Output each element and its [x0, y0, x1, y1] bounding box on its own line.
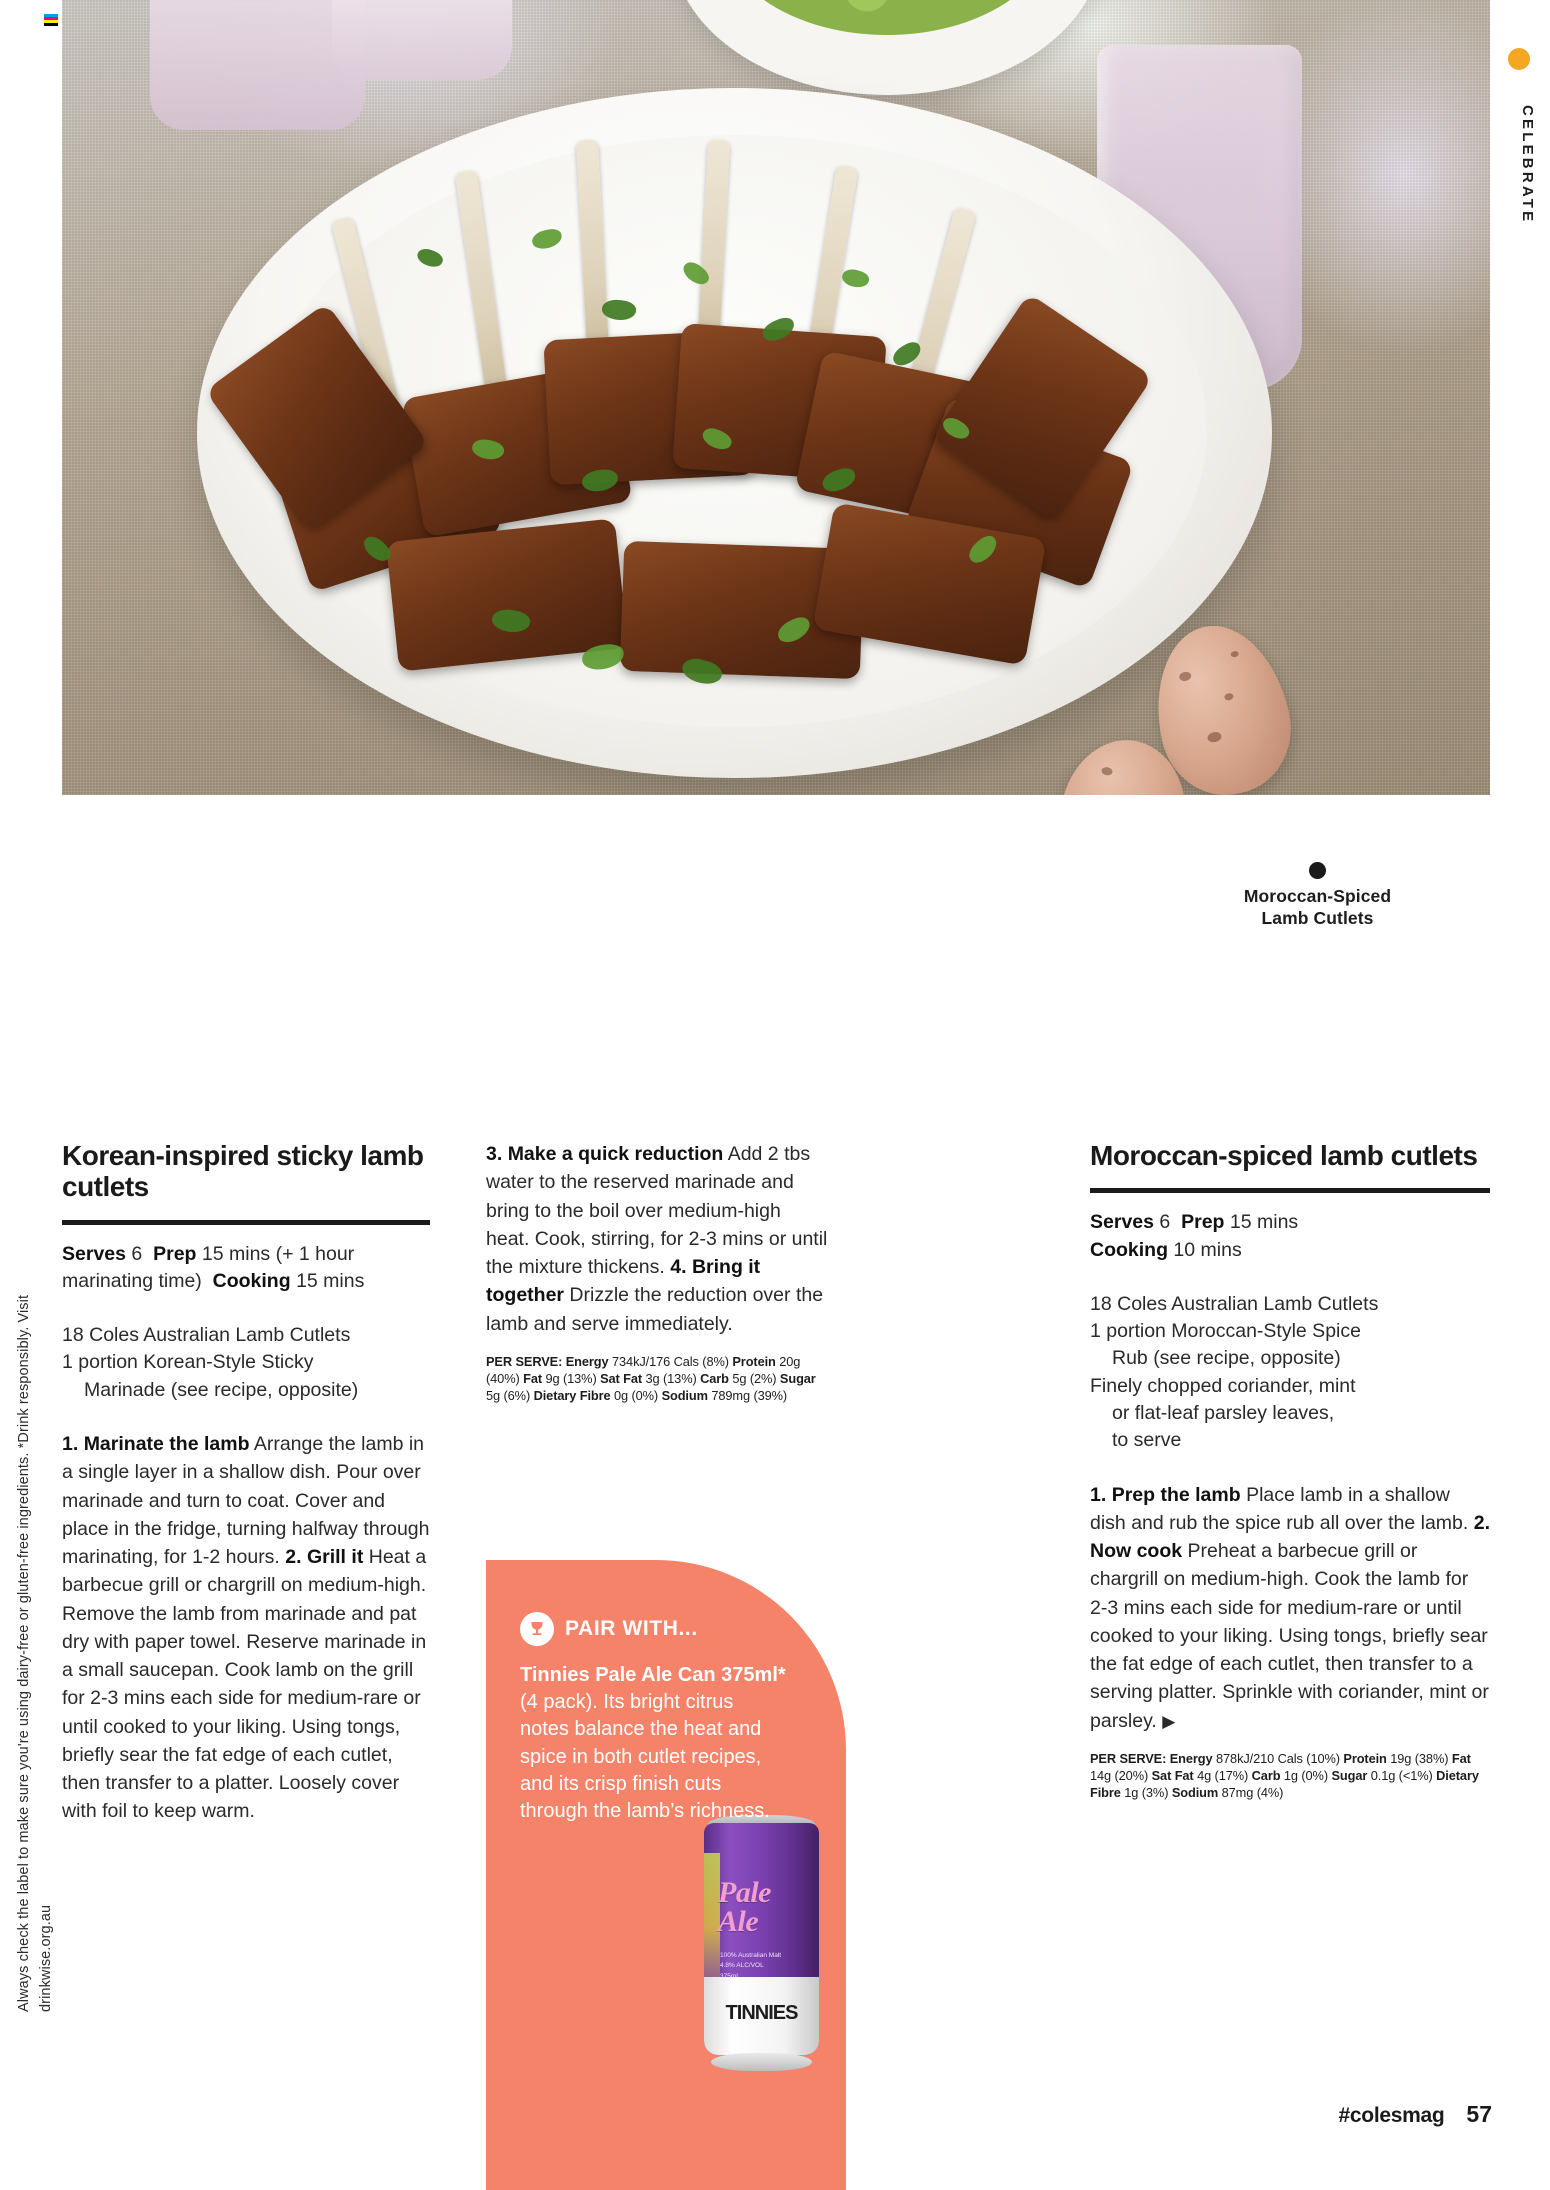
ingredient-item: Finely chopped coriander, mint [1090, 1374, 1356, 1397]
divider-rule [1090, 1188, 1490, 1193]
left-rail-note: Always check the label to make sure you're using dairy-free or gluten-free ingredients. *Drink responsibly. Visit drinkwise.org.au [16, 1294, 54, 2012]
nutrition-value: 0.1g (<1%) [1370, 1767, 1433, 1783]
pair-with-title: PAIR WITH... [565, 1617, 698, 1640]
drinking-glass [332, 0, 512, 80]
recipe-2-title: Moroccan-spiced lamb cutlets [1090, 1140, 1478, 1171]
can-fineprint-1: 100% Australian Malt [720, 1952, 782, 1959]
step-number: 2. [1473, 1511, 1490, 1534]
cooking-value: 15 mins [296, 1270, 365, 1293]
page-footer [1339, 2101, 1492, 2128]
recipe-2-ingredients [1090, 1291, 1490, 1455]
recipe-2-steps [1090, 1481, 1490, 1735]
can-fineprint-2: 4.8% ALC/VOL [720, 1962, 764, 1970]
hero-photo [62, 0, 1490, 795]
nutrition-value: 878kJ/210 Cals (10%) [1216, 1750, 1340, 1766]
column-three [1090, 1140, 1490, 1814]
nutrition-key: Sugar [779, 1370, 816, 1386]
nutrition-value: 789mg (39%) [711, 1387, 788, 1403]
column-two [486, 1140, 828, 1417]
photo-caption-line-2: Lamb Cutlets [1261, 907, 1374, 928]
serves-label: Serves [1090, 1211, 1154, 1234]
can-name-line-2: Ale [718, 1904, 759, 1938]
section-label: CELEBRATE [1519, 105, 1536, 225]
nutrition-value: 9g (13%) [545, 1370, 597, 1386]
cooking-value: 10 mins [1173, 1239, 1242, 1262]
ingredient-item: 18 Coles Australian Lamb Cutlets [62, 1324, 351, 1347]
photo-caption [1225, 862, 1410, 930]
nutrition-value: 5g (2%) [732, 1370, 777, 1386]
nutrition-key: Sodium [661, 1387, 708, 1403]
step-heading: Marinate the lamb [83, 1432, 250, 1455]
nutrition-key: Fat [523, 1370, 543, 1386]
page-number: 57 [1466, 2101, 1492, 2127]
step-heading: Grill it [306, 1546, 364, 1569]
step-number: 1. [1090, 1483, 1107, 1506]
nutrition-key: Energy [1169, 1750, 1213, 1766]
ingredient-item: Marinade (see recipe, opposite) [84, 1378, 359, 1401]
step-heading: Now cook [1090, 1540, 1183, 1563]
pair-with-panel [486, 1560, 846, 2190]
nutrition-value: 14g (20%) [1090, 1767, 1149, 1783]
prep-value: 15 mins [1229, 1211, 1299, 1234]
nutrition-key: Carb [700, 1370, 729, 1386]
pair-product-name: Tinnies Pale Ale Can 375ml* [520, 1664, 786, 1686]
column-one [62, 1140, 430, 1826]
step-text: Preheat a barbecue grill or chargrill on medium-high. Cook the lamb for 2-3 mins each side for medium-rare or until cooked to your liking. Using tongs, briefly sear the fat edge of each cutlet, then transfer to a serving platter. Sprinkle with coriander, mint or parsley. [1090, 1540, 1489, 1732]
serves-value: 6 [131, 1242, 143, 1265]
nutrition-key: Carb [1251, 1767, 1281, 1783]
step-heading: Bring it together [486, 1256, 761, 1307]
photo-caption-line-1: Moroccan-Spiced [1243, 886, 1392, 906]
recipe-1-steps-continued [486, 1140, 828, 1338]
nutrition-key: Protein [732, 1353, 776, 1369]
step-heading: Make a quick reduction [507, 1143, 724, 1165]
ingredient-item: or flat-leaf parsley leaves, [1112, 1401, 1335, 1424]
recipe-1-nutrition [486, 1354, 828, 1405]
nutrition-key: Sodium [1171, 1784, 1219, 1800]
can-body [704, 1823, 819, 2055]
continue-arrow-icon: ▶ [1162, 1711, 1176, 1731]
nutrition-value: 3g (13%) [645, 1370, 697, 1386]
step-text: Arrange the lamb in a single layer in a shallow dish. Pour over marinade and turn to coat. Cover and place in the fridge, turning halfway through marinating, for 1-2 hours. [62, 1432, 430, 1569]
nutrition-key: Energy [565, 1353, 609, 1369]
nutrition-value: 0g (0%) [613, 1387, 659, 1403]
can-product-name [718, 1876, 810, 1938]
nutrition-value: 734kJ/176 Cals (8%) [612, 1353, 729, 1369]
prep-label: Prep [1181, 1211, 1225, 1234]
nutrition-key: Sugar [1331, 1767, 1368, 1783]
recipe-1-ingredients [62, 1322, 430, 1404]
can-name-line-1: Pale [718, 1876, 771, 1909]
serves-value: 6 [1159, 1211, 1171, 1234]
step-number: 2. [285, 1546, 302, 1569]
recipe-2-meta [1090, 1209, 1490, 1264]
pair-with-header [486, 1560, 846, 1646]
recipe-2-nutrition [1090, 1751, 1490, 1802]
pair-with-body [486, 1646, 786, 1825]
nutrition-label: PER SERVE: [1090, 1750, 1167, 1766]
nutrition-key: Protein [1343, 1750, 1387, 1766]
prep-value: 15 mins (+ 1 hour marinating time) [62, 1242, 355, 1293]
nutrition-key: Dietary Fibre [1090, 1767, 1479, 1800]
pair-description: (4 pack). Its bright citrus notes balance the heat and spice in both cutlet recipes, and its crisp finish cuts through the lamb’s richness. [520, 1691, 770, 1822]
can-brand-name: TINNIES [725, 2002, 798, 2024]
nutrition-value: 5g (6%) [486, 1387, 531, 1403]
prep-label: Prep [153, 1242, 197, 1265]
nutrition-key: Sat Fat [1151, 1767, 1194, 1783]
nutrition-value: 1g (0%) [1283, 1767, 1328, 1783]
ingredient-item: to serve [1112, 1429, 1182, 1452]
step-number: 3. [486, 1143, 503, 1165]
nutrition-value: 4g (17%) [1197, 1767, 1249, 1783]
can-bottom [711, 2053, 812, 2071]
caption-dot-icon [1309, 862, 1326, 879]
nutrition-label: PER SERVE: [486, 1353, 563, 1369]
step-heading: Prep the lamb [1111, 1483, 1241, 1506]
nutrition-key: Dietary Fibre [533, 1387, 611, 1403]
serves-label: Serves [62, 1242, 126, 1265]
section-dot-icon [1508, 48, 1530, 70]
wine-glass-icon [520, 1612, 554, 1646]
nutrition-value: 19g (38%) [1390, 1750, 1449, 1766]
ingredient-item: Rub (see recipe, opposite) [1112, 1347, 1341, 1370]
cooking-label: Cooking [1090, 1239, 1168, 1262]
recipe-1-title: Korean-inspired sticky lamb cutlets [62, 1140, 424, 1203]
beer-can-image [704, 1815, 819, 2065]
cooking-label: Cooking [212, 1270, 291, 1293]
ingredient-item: 18 Coles Australian Lamb Cutlets [1090, 1292, 1379, 1315]
ingredient-item: 1 portion Korean-Style Sticky [62, 1351, 314, 1374]
nutrition-key: Fat [1451, 1750, 1471, 1766]
step-text: Heat a barbecue grill or chargrill on medium-high. Remove the lamb from marinade and pat dry with paper towel. Reserve marinade in a small saucepan. Cook lamb on the grill for 2-3 mins each side for medium-rare or until cooked to your liking. Using tongs, briefly sear the fat edge of each cutlet, then transfer to a platter. Loosely cover with foil to keep warm. [62, 1546, 427, 1823]
step-number: 4. [670, 1256, 687, 1279]
nutrition-value: 1g (3%) [1124, 1784, 1169, 1800]
magazine-hashtag: #colesmag [1338, 2104, 1445, 2127]
step-text: Add 2 tbs water to the reserved marinade and bring to the boil over medium-high heat. Cook, stirring, for 2-3 mins or until the mixture thickens. [486, 1143, 828, 1279]
nutrition-value: 87mg (4%) [1221, 1784, 1284, 1800]
nutrition-value: 20g (40%) [486, 1353, 801, 1386]
recipe-1-steps [62, 1430, 430, 1826]
ingredient-item: 1 portion Moroccan-Style Spice [1090, 1320, 1361, 1343]
recipe-1-meta [62, 1241, 430, 1296]
step-text: Drizzle the reduction over the lamb and serve immediately. [486, 1284, 824, 1335]
divider-rule [62, 1220, 430, 1225]
nutrition-key: Sat Fat [600, 1370, 643, 1386]
step-text: Place lamb in a shallow dish and rub the spice rub all over the lamb. [1090, 1483, 1469, 1534]
registration-mark [44, 14, 58, 26]
step-number: 1. [62, 1432, 79, 1455]
